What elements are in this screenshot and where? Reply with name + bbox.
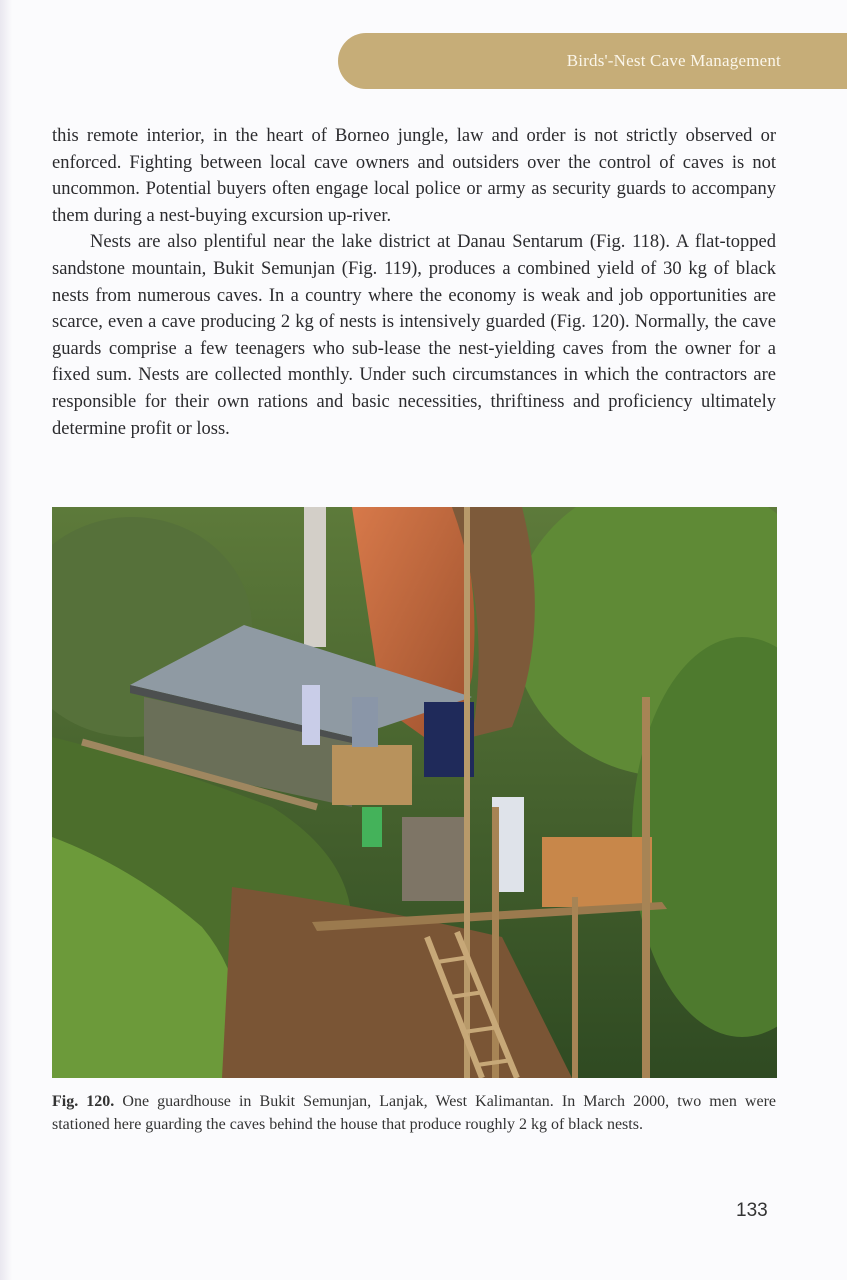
figure-caption-text: One guardhouse in Bukit Semunjan, Lanjak, West Kalimantan. In March 2000, two men were stationed here guarding the caves behind the house that produce roughly 2 kg of black nests. xyxy=(52,1093,777,1133)
figure-photo xyxy=(52,507,777,1078)
paragraph-2: Nests are also plentiful near the lake district at Danau Sentarum (Fig. 118). A flat-topped sandstone mountain, Bukit Semunjan (Fig. 119), produces a combined yield of 30 kg of black nests from numerous caves. In a country where the economy is weak and job opportunities are scarce, even a cave producing 2 kg of nests is intensively guarded (Fig. 120). Normally, the cave guards comprise a few teenagers who sub-lease the nest-yielding caves from the owner for a fixed sum. Nests are collected monthly. Under such circumstances in which the contractors are responsible for their own rations and basic necessities, thriftiness and proficiency ultimately determine profit or loss. xyxy=(52,232,776,439)
figure-label: Fig. 120. xyxy=(52,1093,115,1110)
running-header-title: Birds'-Nest Cave Management xyxy=(566,51,781,70)
figure-caption xyxy=(52,1090,776,1136)
guardhouse-photo-illustration xyxy=(52,507,777,1078)
body-text xyxy=(52,123,776,442)
running-header xyxy=(338,33,847,89)
paragraph-1: this remote interior, in the heart of Borneo jungle, law and order is not strictly observed or enforced. Fighting between local cave owners and outsiders over the control of caves is not uncommon. Potential buyers often engage local police or army as security guards to accompany them during a nest-buying excursion up-river. xyxy=(52,126,776,226)
page-edge-shadow xyxy=(0,0,12,1280)
page-number: 133 xyxy=(736,1200,768,1221)
